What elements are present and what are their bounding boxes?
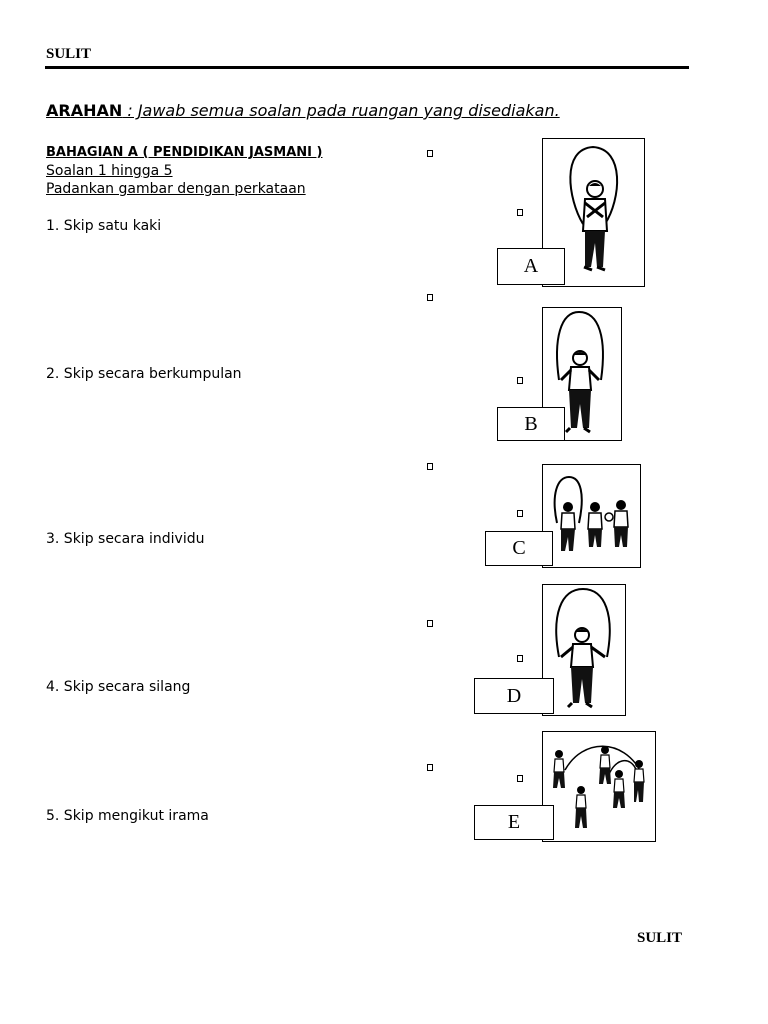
question-1: 1. Skip satu kaki: [46, 218, 162, 234]
picture-d: [542, 584, 626, 716]
instruction: [46, 101, 560, 120]
picture-e: [542, 731, 656, 842]
group-skipping-rope-illustration: [543, 465, 640, 567]
section-range: Soalan 1 hingga 5: [46, 163, 173, 179]
picture-bullet-e: [517, 775, 523, 782]
section-task: Padankan gambar dengan perkataan: [46, 181, 306, 197]
picture-bullet-d: [517, 655, 523, 662]
picture-label-d: D: [474, 678, 554, 714]
picture-label-a: A: [497, 248, 565, 285]
picture-c: [542, 464, 641, 568]
instruction-label: ARAHAN: [46, 101, 123, 120]
instruction-text: : Jawab semua soalan pada ruangan yang disediakan.: [122, 101, 560, 120]
header-sulit: SULIT: [46, 46, 92, 62]
answer-bullet-4: [427, 620, 433, 627]
answer-bullet-3: [427, 463, 433, 470]
question-2: 2. Skip secara berkumpulan: [46, 366, 242, 382]
answer-bullet-1: [427, 150, 433, 157]
picture-label-c: C: [485, 531, 553, 566]
picture-bullet-a: [517, 209, 523, 216]
child-skipping-rope-illustration: [543, 585, 625, 715]
picture-label-e: E: [474, 805, 554, 840]
header-divider: [45, 66, 689, 69]
group-long-rope-skipping-illustration: [543, 732, 655, 841]
question-5: 5. Skip mengikut irama: [46, 808, 209, 824]
picture-bullet-c: [517, 510, 523, 517]
answer-bullet-2: [427, 294, 433, 301]
section-title: BAHAGIAN A ( PENDIDIKAN JASMANI ): [46, 145, 323, 160]
footer-sulit: SULIT: [637, 930, 683, 946]
question-3: 3. Skip secara individu: [46, 531, 205, 547]
picture-bullet-b: [517, 377, 523, 384]
answer-bullet-5: [427, 764, 433, 771]
picture-label-b: B: [497, 407, 565, 441]
question-4: 4. Skip secara silang: [46, 679, 191, 695]
